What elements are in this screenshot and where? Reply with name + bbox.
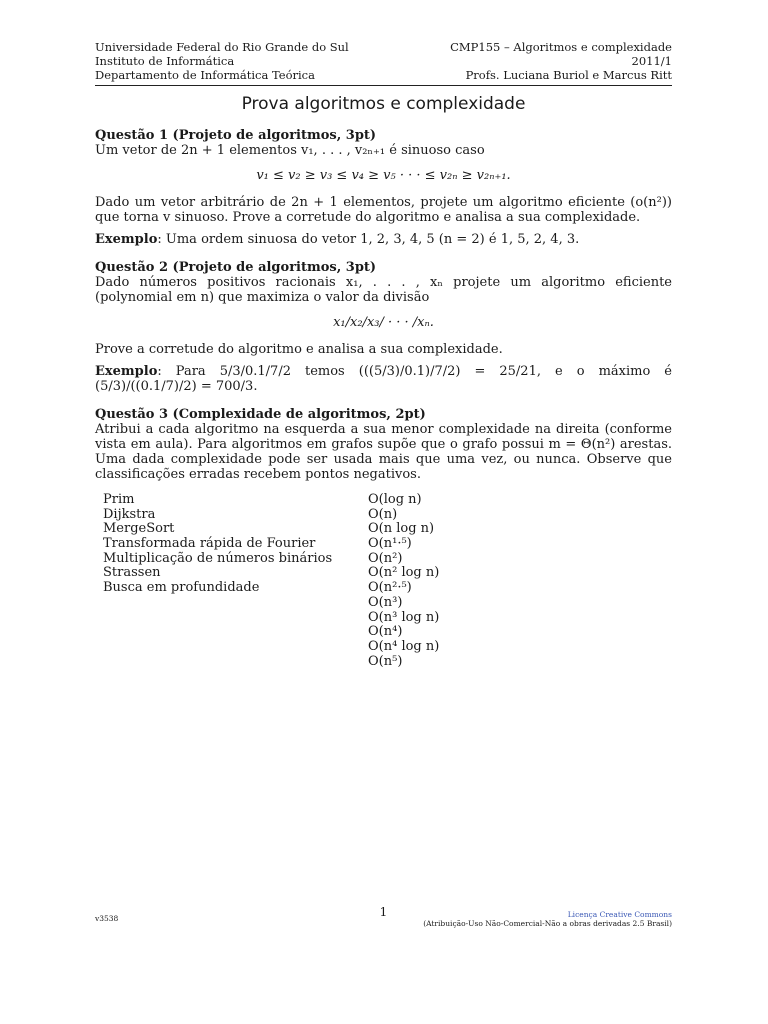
list-item: O(n²·⁵): [368, 580, 412, 596]
complexity-list: [368, 492, 439, 668]
question-1-heading: Questão 1 (Projeto de algoritmos, 3pt): [95, 128, 377, 143]
list-item: O(n³): [368, 594, 403, 610]
exam-page: [95, 40, 672, 681]
question-3-text: Atribui a cada algoritmo na esquerda a sua menor complexidade na direita (conforme vista em aula). Para algoritmos em grafos supõe que o grafo possui m = Θ(n²) arestas. Uma dada complexidade pode ser usada mais que uma vez, ou nunca. Observe que classificações erradas recebem pontos negativos.: [95, 422, 672, 482]
list-item: Dijkstra: [103, 506, 156, 522]
semester: 2011/1: [631, 54, 672, 68]
question-3: [95, 407, 672, 668]
header-left: [95, 40, 349, 82]
question-2-text: Prove a corretude do algoritmo e analisa a sua complexidade.: [95, 342, 503, 357]
matching-table: [103, 492, 672, 668]
list-item: O(n⁴ log n): [368, 638, 440, 654]
question-1-formula: v₁ ≤ v₂ ≥ v₃ ≤ v₄ ≥ v₅ · · · ≤ v₂ₙ ≥ v₂ₙ₊₁.: [256, 168, 511, 183]
page-title: Prova algoritmos e complexidade: [241, 94, 526, 114]
professors: Profs. Luciana Buriol e Marcus Ritt: [465, 68, 672, 82]
list-item: O(n log n): [368, 521, 435, 537]
institute-name: Instituto de Informática: [95, 54, 235, 68]
list-item: MergeSort: [103, 521, 175, 537]
license-detail: (Atribuição-Uso Não-Comercial-Não a obras derivadas 2.5 Brasil): [423, 919, 672, 928]
question-2-intro: Dado números positivos racionais x₁, . . . , xₙ projete um algoritmo eficiente (polynomial em n) que maximiza o valor da divisão: [95, 275, 672, 305]
question-1-example: [95, 232, 672, 247]
algorithm-list: [103, 492, 368, 668]
list-item: O(log n): [368, 492, 422, 507]
license-link[interactable]: Licença Creative Commons: [567, 910, 672, 919]
course-name: CMP155 – Algoritmos e complexidade: [450, 40, 672, 54]
example-label: Exemplo: [95, 232, 158, 247]
list-item: O(n¹·⁵): [368, 536, 412, 552]
question-1-intro: Um vetor de 2n + 1 elementos v₁, . . . , v₂ₙ₊₁ é sinuoso caso: [95, 143, 485, 158]
list-item: Prim: [103, 492, 135, 507]
question-2: [95, 260, 672, 394]
list-item: O(n²): [368, 550, 403, 566]
license-block: [423, 910, 672, 928]
list-item: O(n⁴): [368, 624, 403, 640]
university-name: Universidade Federal do Rio Grande do Sul: [95, 40, 349, 54]
list-item: O(n³ log n): [368, 609, 440, 625]
question-2-heading: Questão 2 (Projeto de algoritmos, 3pt): [95, 260, 377, 275]
list-item: O(n): [368, 506, 398, 522]
question-2-example: [95, 364, 672, 394]
list-item: Strassen: [103, 565, 161, 581]
department-name: Departamento de Informática Teórica: [95, 68, 315, 82]
page-header: [95, 40, 672, 82]
header-rule: [95, 85, 672, 86]
example-label: Exemplo: [95, 364, 158, 379]
question-1-text: Dado um vetor arbitrário de 2n + 1 elementos, projete um algoritmo eficiente (o(n²)) que torna v sinuoso. Prove a corretude do algoritmo e analisa a sua complexidade.: [95, 195, 672, 225]
list-item: Multiplicação de números binários: [103, 550, 333, 566]
question-1: [95, 128, 672, 247]
list-item: Transformada rápida de Fourier: [103, 536, 316, 552]
header-right: [450, 40, 672, 82]
page-number: 1: [379, 905, 388, 919]
question-3-heading: Questão 3 (Complexidade de algoritmos, 2pt): [95, 407, 426, 422]
example-text: : Para 5/3/0.1/7/2 temos (((5/3)/0.1)/7/2) = 25/21, e o máximo é (5/3)/((0.1/7)/2) = 700/3.: [95, 364, 672, 394]
list-item: Busca em profundidade: [103, 580, 260, 596]
list-item: O(n⁵): [368, 653, 403, 669]
question-2-formula: x₁/x₂/x₃/ · · · /xₙ.: [333, 315, 434, 330]
version-label: v3538: [95, 914, 119, 923]
example-text: : Uma ordem sinuosa do vetor 1, 2, 3, 4, 5 (n = 2) é 1, 5, 2, 4, 3.: [157, 232, 580, 247]
list-item: O(n² log n): [368, 565, 440, 581]
